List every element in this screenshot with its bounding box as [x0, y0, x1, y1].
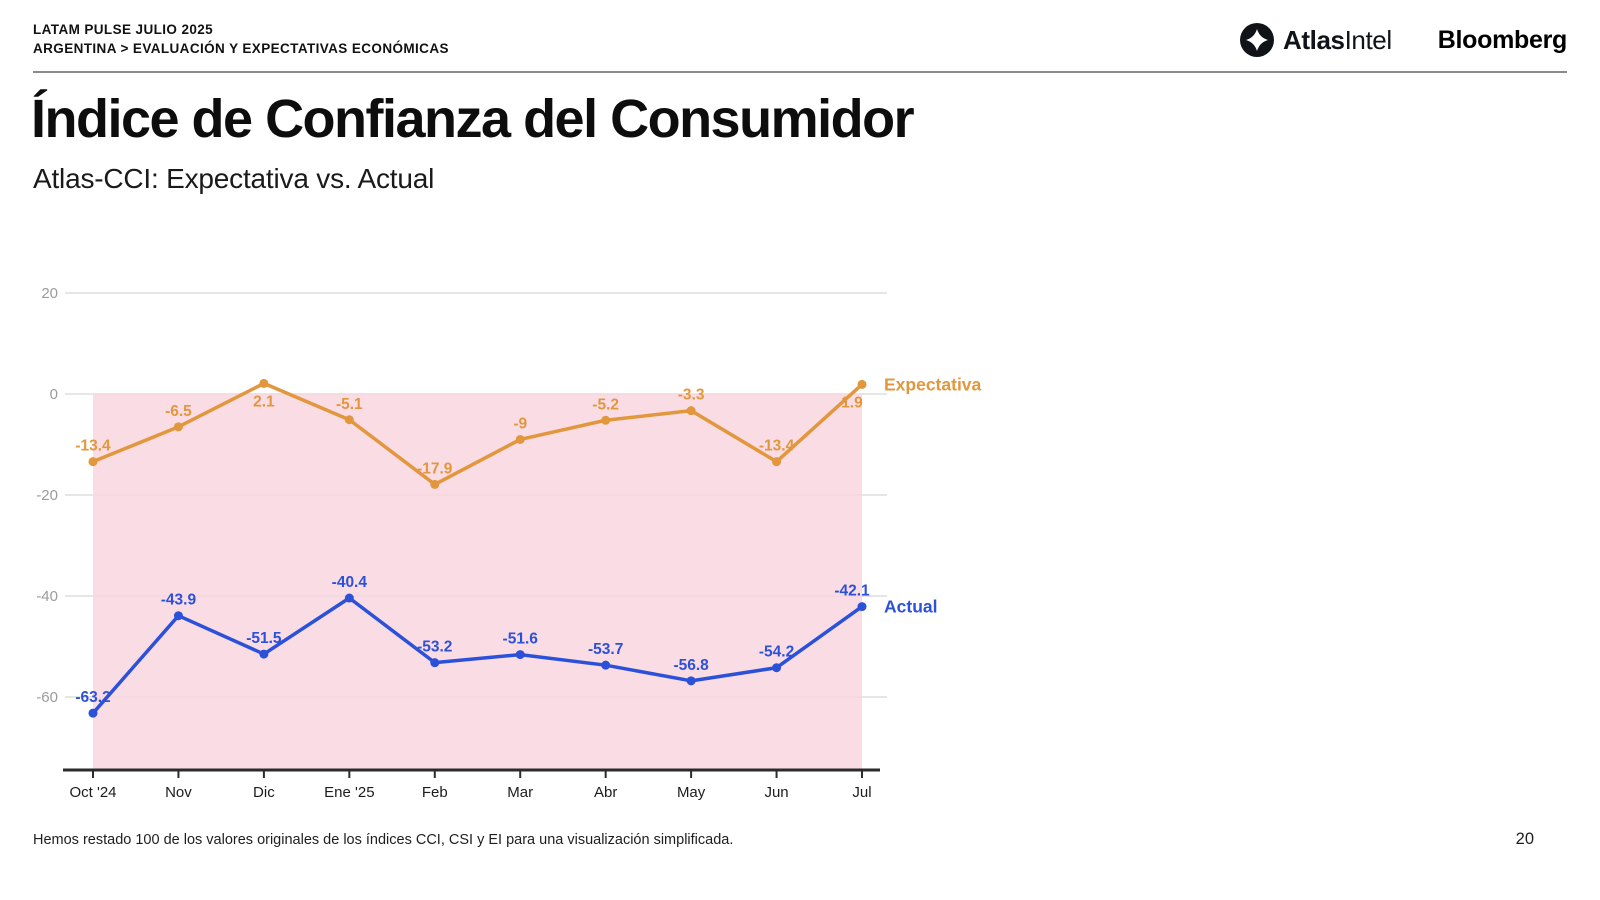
expectativa-point — [174, 422, 183, 431]
atlasintel-compass-icon — [1239, 22, 1275, 58]
y-tick-label: -40 — [36, 588, 58, 605]
x-tick-label: Feb — [421, 784, 448, 801]
header — [33, 20, 1567, 58]
expectativa-point — [259, 379, 268, 388]
expectativa-point — [687, 406, 696, 415]
expectativa-point — [89, 457, 98, 466]
bloomberg-logo: Bloomberg — [1437, 25, 1567, 54]
actual-point — [430, 658, 439, 667]
x-tick-label: Dic — [253, 784, 275, 801]
page-subtitle: Atlas-CCI: Expectativa vs. Actual — [33, 163, 435, 194]
expectativa-legend-label: Expectativa — [884, 374, 982, 395]
actual-value-label: -56.8 — [673, 656, 709, 674]
x-tick-label: Mar — [507, 784, 534, 801]
footer-note: Hemos restado 100 de los valores originales de los índices CCI, CSI y EI para una visualización simplificada. — [33, 832, 734, 848]
x-tick-label: Ene '25 — [324, 784, 375, 801]
actual-value-label: -51.5 — [246, 630, 282, 648]
x-tick-label: May — [676, 784, 706, 801]
actual-point — [259, 650, 268, 659]
atlasintel-wordmark: AtlasIntel — [1283, 24, 1392, 55]
actual-point — [687, 676, 696, 685]
expectativa-point — [516, 435, 525, 444]
expectativa-value-label: -3.3 — [677, 386, 705, 404]
x-tick-label: Jun — [764, 784, 789, 801]
y-tick-label: 20 — [41, 285, 58, 302]
x-tick-label: Nov — [165, 784, 192, 801]
actual-value-label: -42.1 — [834, 582, 870, 600]
actual-value-label: -43.9 — [160, 591, 197, 609]
actual-point — [516, 650, 525, 659]
cci-chart-svg — [30, 258, 1010, 810]
y-tick-label: 0 — [49, 386, 58, 403]
atlasintel-logo — [1239, 22, 1392, 58]
cci-line-chart — [30, 258, 1010, 810]
page-title: Índice de Confianza del Consumidor — [31, 89, 914, 149]
expectativa-value-label: -5.2 — [592, 396, 620, 414]
actual-point — [345, 594, 354, 603]
logo-group — [1239, 22, 1567, 58]
x-tick-label: Oct '24 — [69, 784, 117, 801]
actual-value-label: -63.2 — [75, 689, 111, 707]
actual-point — [772, 663, 781, 672]
actual-legend-label: Actual — [884, 596, 938, 617]
breadcrumb: ARGENTINA > EVALUACIÓN Y EXPECTATIVAS ECONÓMICAS — [33, 41, 449, 56]
actual-value-label: -54.2 — [758, 643, 795, 661]
x-tick-label: Abr — [593, 784, 618, 801]
expectativa-value-label: 2.1 — [253, 393, 275, 411]
y-tick-label: -20 — [36, 487, 58, 504]
expectativa-point — [601, 416, 610, 425]
actual-value-label: -40.4 — [331, 574, 368, 592]
y-tick-label: -60 — [36, 689, 58, 706]
report-kicker: LATAM PULSE JULIO 2025 — [33, 22, 214, 37]
expectativa-value-label: -9 — [513, 415, 528, 433]
actual-value-label: -51.6 — [502, 630, 538, 648]
expectativa-value-label: -13.4 — [75, 437, 111, 455]
expectativa-value-label: -6.5 — [165, 402, 192, 420]
highlight-band — [93, 394, 862, 770]
actual-value-label: -53.7 — [587, 641, 624, 659]
actual-value-label: -53.2 — [417, 638, 453, 656]
actual-point — [174, 611, 183, 620]
page-number: 20 — [1515, 830, 1534, 848]
x-tick-label: Jul — [852, 784, 872, 801]
expectativa-value-label: -17.9 — [417, 460, 453, 478]
actual-point — [858, 602, 867, 611]
expectativa-value-label: -5.1 — [335, 395, 363, 413]
expectativa-point — [345, 415, 354, 424]
expectativa-point — [430, 480, 439, 489]
actual-point — [601, 661, 610, 670]
expectativa-value-label: 1.9 — [841, 394, 863, 412]
expectativa-point — [772, 457, 781, 466]
actual-point — [89, 709, 98, 718]
expectativa-point — [858, 380, 867, 389]
expectativa-value-label: -13.4 — [758, 437, 795, 455]
header-divider — [33, 71, 1567, 73]
